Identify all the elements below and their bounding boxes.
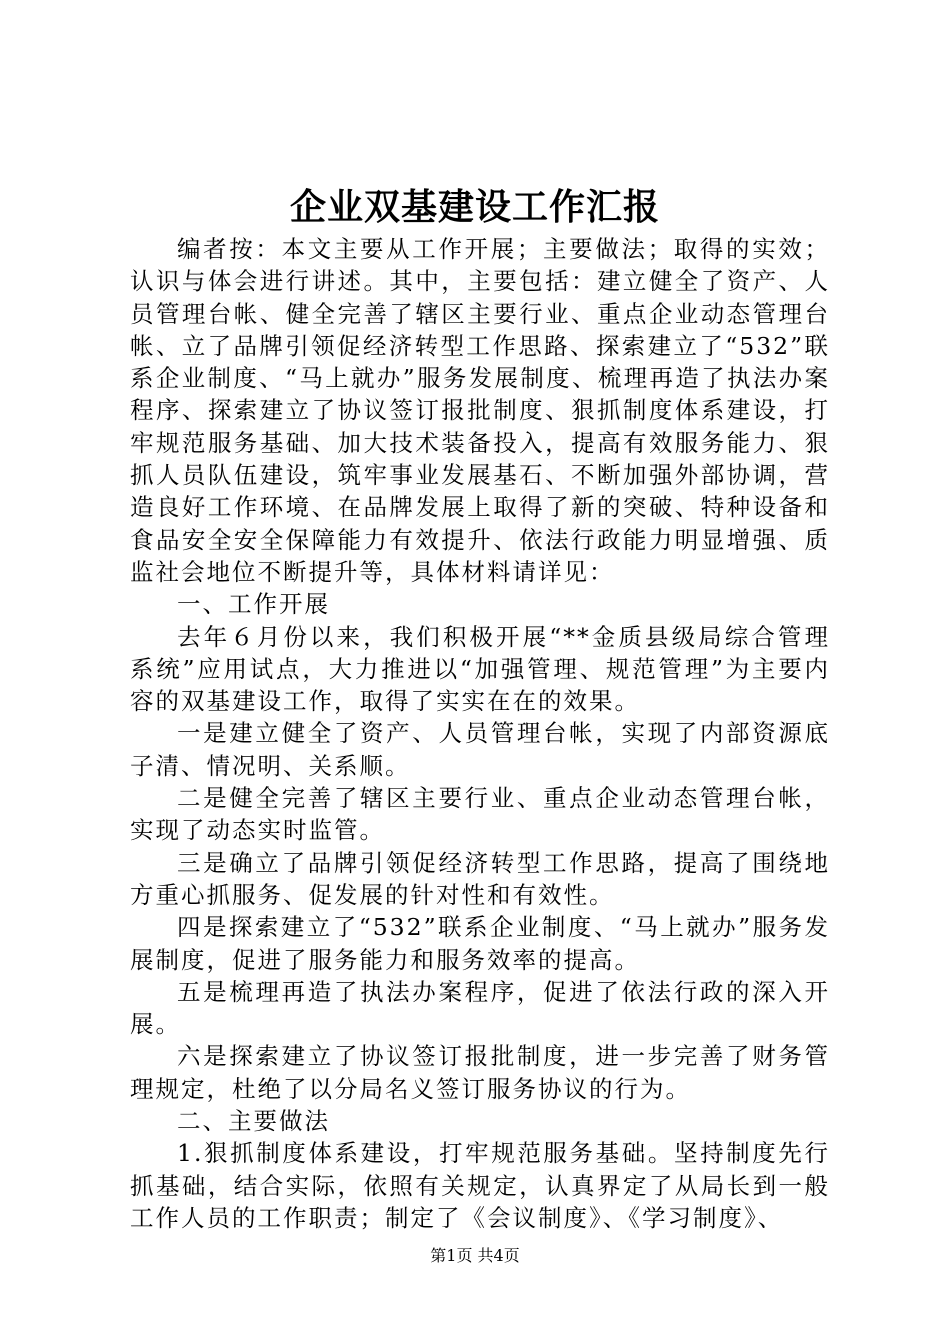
section-heading-work: 一、工作开展 [177, 590, 330, 619]
body-paragraph: 二是健全完善了辖区主要行业、重点企业动态管理台帐，实现了动态实时监管。 [130, 784, 830, 845]
document-body [130, 233, 830, 1234]
body-paragraph: 六是探索建立了协议签订报批制度，进一步完善了财务管理规定，杜绝了以分局名义签订服务协议的行为。 [130, 1042, 830, 1103]
body-paragraph: 四是探索建立了“532”联系企业制度、“马上就办”服务发展制度，促进了服务能力和服务效率的提高。 [130, 913, 830, 974]
editor-note-paragraph: 编者按：本文主要从工作开展；主要做法；取得的实效；认识与体会进行讲述。其中，主要包括：建立健全了资产、人员管理台帐、健全完善了辖区主要行业、重点企业动态管理台帐、立了品牌引领促经济转型工作思路、探索建立了“532”联系企业制度、“马上就办”服务发展制度、梳理再造了执法办案程序、探索建立了协议签订报批制度、狠抓制度体系建设，打牢规范服务基础、加大技术装备投入，提高有效服务能力、狠抓人员队伍建设，筑牢事业发展基石、不断加强外部协调，营造良好工作环境、在品牌发展上取得了新的突破、特种设备和食品安全安全保障能力有效提升、依法行政能力明显增强、质监社会地位不断提升等，具体材料请详见： [130, 235, 830, 586]
section-heading-methods: 二、主要做法 [177, 1107, 330, 1136]
body-paragraph: 去年６月份以来，我们积极开展“**金质县级局综合管理系统”应用试点，大力推进以“加强管理、规范管理”为主要内容的双基建设工作，取得了实实在在的效果。 [130, 622, 830, 716]
document-title: 企业双基建设工作汇报 [289, 186, 660, 228]
body-paragraph: 三是确立了品牌引领促经济转型工作思路，提高了围绕地方重心抓服务、促发展的针对性和有效性。 [130, 848, 830, 909]
body-paragraph: 五是梳理再造了执法办案程序，促进了依法行政的深入开展。 [130, 977, 830, 1039]
body-paragraph: 一是建立健全了资产、人员管理台帐，实现了内部资源底子清、情况明、关系顺。 [130, 719, 830, 780]
page-footer: 第1页 共4页 [430, 1246, 520, 1265]
body-paragraph: 1.狠抓制度体系建设，打牢规范服务基础。坚持制度先行抓基础，结合实际，依照有关规定，认真界定了从局长到一般工作人员的工作职责；制定了《会议制度》、《学习制度》、 [130, 1139, 830, 1232]
